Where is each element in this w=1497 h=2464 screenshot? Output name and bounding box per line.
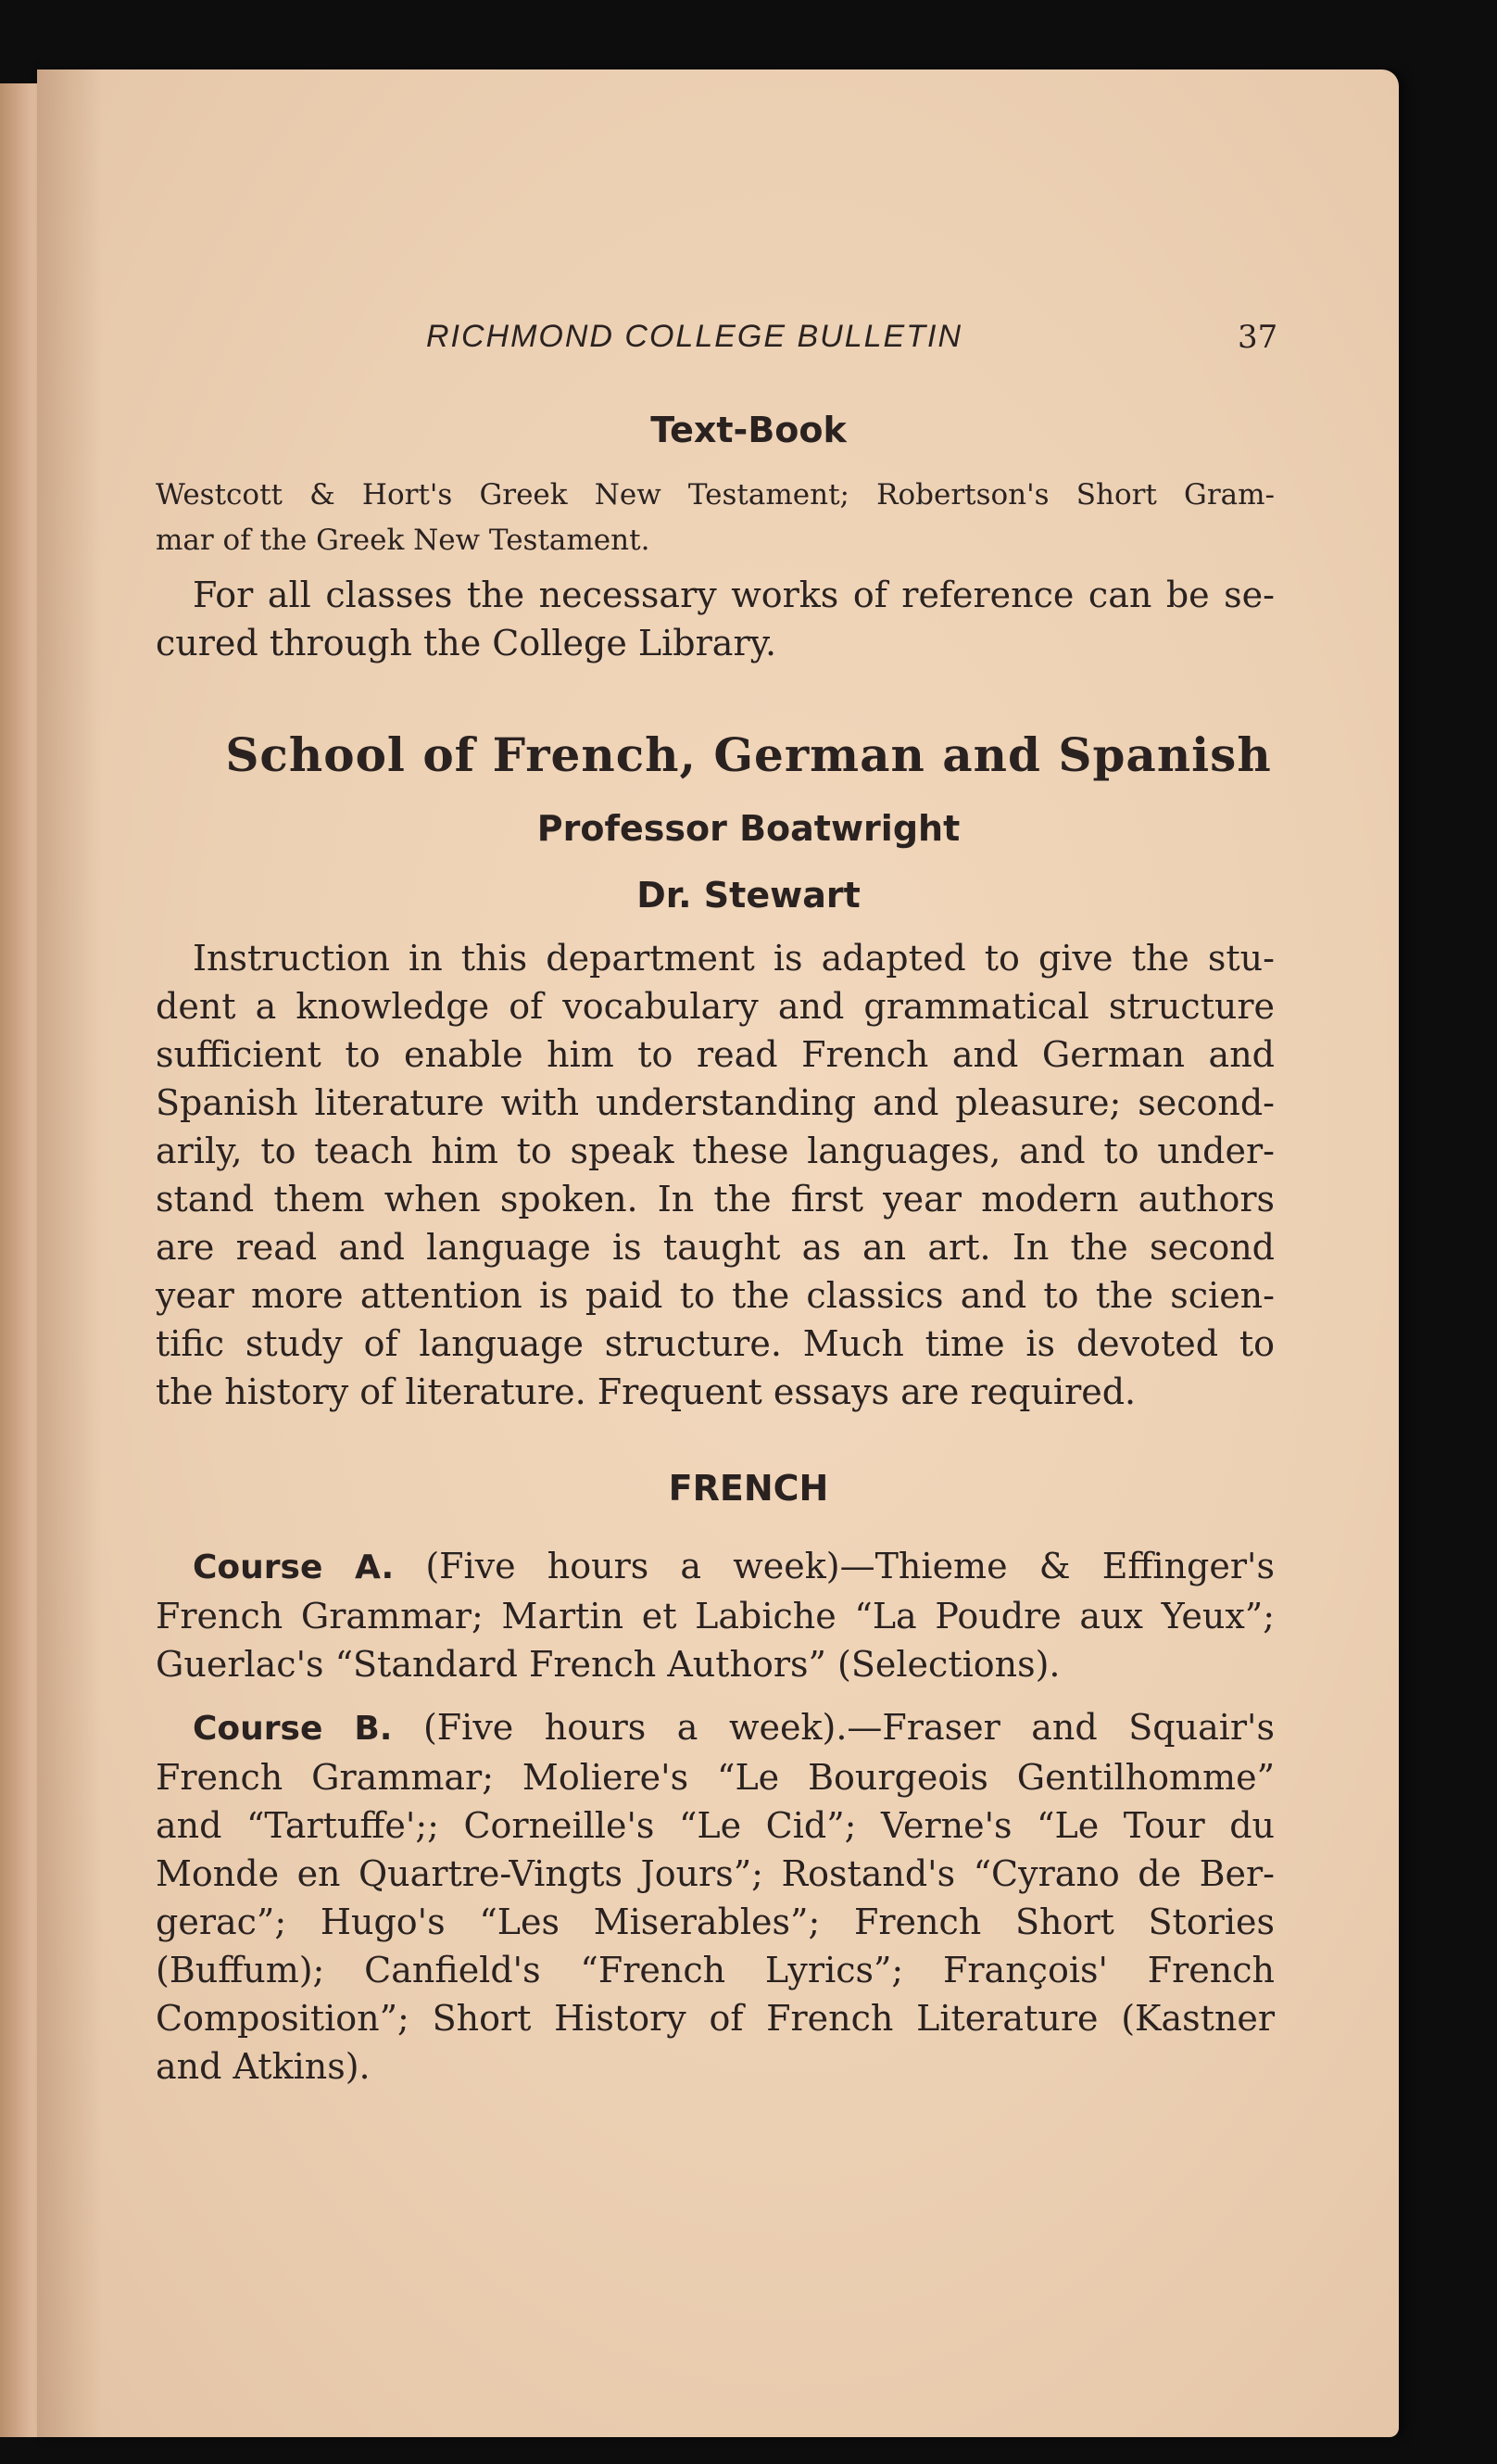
- description-line: year more attention is paid to the classics and to the scien-: [156, 1275, 1275, 1316]
- course-a-first-line: [156, 1542, 1275, 1592]
- running-title: RICHMOND COLLEGE BULLETIN: [426, 319, 962, 354]
- page-number: 37: [1238, 319, 1278, 356]
- school-description: [156, 934, 1275, 1416]
- reference-line: cured through the College Library.: [156, 623, 777, 663]
- textbook-paragraph: [156, 473, 1275, 563]
- course-a-first-line-text: (Five hours a week)—Thieme & Effinger's: [425, 1546, 1275, 1586]
- course-b-line: French Grammar; Moliere's “Le Bourgeois Gentilhomme”: [156, 1757, 1275, 1798]
- description-line: the history of literature. Frequent essays are required.: [156, 1371, 1137, 1412]
- course-a-label: Course A.: [193, 1548, 395, 1586]
- course-a-line: Guerlac's “Standard French Authors” (Selections).: [156, 1644, 1061, 1685]
- description-line: are read and language is taught as an art. In the second: [156, 1227, 1275, 1268]
- course-b-first-line-text: (Five hours a week).—Fraser and Squair's: [422, 1707, 1275, 1748]
- school-title: School of French, German and Spanish: [225, 727, 1272, 782]
- textbook-line: mar of the Greek New Testament.: [156, 524, 650, 557]
- course-b-line: Monde en Quartre-Vingts Jours”; Rostand's “Cyrano de Ber-: [156, 1853, 1275, 1894]
- description-line: dent a knowledge of vocabulary and grammatical structure: [156, 986, 1275, 1027]
- professor-name: Professor Boatwright: [536, 808, 961, 849]
- course-b-line: Composition”; Short History of French Literature (Kastner: [156, 1998, 1275, 2039]
- textbook-heading: Text-Book: [650, 410, 847, 450]
- doctor-name: Dr. Stewart: [636, 875, 861, 916]
- course-b-line: and “Tartuffe';; Corneille's “Le Cid”; Verne's “Le Tour du: [156, 1805, 1275, 1846]
- description-line: Spanish literature with understanding and pleasure; second-: [156, 1082, 1275, 1123]
- course-a-paragraph: [156, 1542, 1275, 1688]
- description-line: sufficient to enable him to read French and German and: [156, 1034, 1275, 1075]
- course-b-line: (Buffum); Canfield's “French Lyrics”; François' French: [156, 1950, 1275, 1990]
- course-b-first-line: [156, 1703, 1275, 1753]
- textbook-line: Westcott & Hort's Greek New Testament; Robertson's Short Gram-: [156, 478, 1275, 512]
- course-b-line: gerac”; Hugo's “Les Miserables”; French Short Stories: [156, 1902, 1275, 1942]
- course-b-line: and Atkins).: [156, 2046, 371, 2087]
- course-a-line: French Grammar; Martin et Labiche “La Poudre aux Yeux”;: [156, 1596, 1275, 1636]
- description-line: stand them when spoken. In the first year modern authors: [156, 1179, 1275, 1219]
- french-heading: FRENCH: [668, 1468, 829, 1509]
- description-line: arily, to teach him to speak these languages, and to under-: [156, 1131, 1275, 1171]
- course-b-label: Course B.: [193, 1710, 393, 1748]
- course-b-paragraph: [156, 1703, 1275, 2091]
- description-line: Instruction in this department is adapted to give the stu-: [193, 938, 1275, 979]
- reference-paragraph: [156, 571, 1275, 667]
- description-line: tific study of language structure. Much time is devoted to: [156, 1323, 1275, 1364]
- reference-line: For all classes the necessary works of reference can be se-: [193, 575, 1275, 615]
